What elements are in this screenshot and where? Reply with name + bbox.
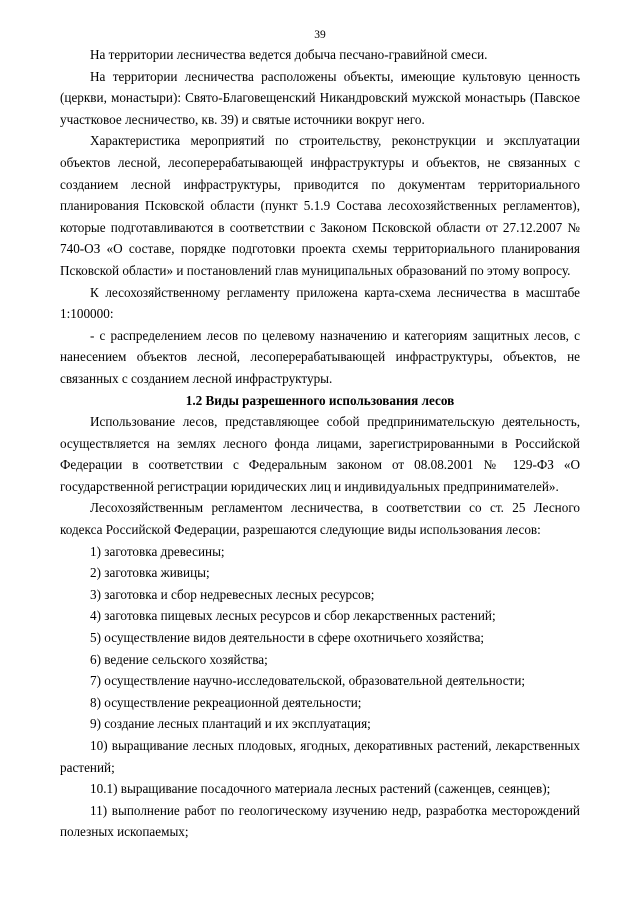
list-item: 4) заготовка пищевых лесных ресурсов и сбор лекарственных растений; (90, 608, 496, 624)
paragraph: Использование лесов, представляющее собой предпринимательскую деятельность, осуществляется на землях лесного фонда лицами, зарегистрированными в Российской Федерации в соответствии с Федеральным законом от 08.08.2001 № 129-ФЗ «О государственной регистрации юридических лиц и индивидуальных предпринимателей». (60, 414, 580, 494)
list-item: 8) осуществление рекреационной деятельности; (90, 694, 362, 710)
list-item: 10) выращивание лесных плодовых, ягодных, декоративных растений, лекарственных растений; (60, 738, 580, 775)
page-content (60, 44, 580, 843)
page-number: 39 (314, 29, 326, 41)
list-item: 11) выполнение работ по геологическому изучению недр, разработка месторождений полезных ископаемых; (60, 802, 580, 840)
allowed-uses-list (60, 541, 580, 843)
list-item: 1) заготовка древесины; (90, 543, 225, 559)
section-heading: 1.2 Виды разрешенного использования лесов (185, 392, 455, 408)
paragraph: Лесохозяйственным регламентом лесничества, в соответствии со ст. 25 Лесного кодекса Российской Федерации, разрешаются следующие виды использования лесов: (60, 500, 580, 538)
list-item: 7) осуществление научно-исследовательской, образовательной деятельности; (90, 673, 526, 689)
list-item: 9) создание лесных плантаций и их эксплуатация; (90, 716, 371, 732)
paragraph: Характеристика мероприятий по строительству, реконструкции и эксплуатации объектов лесной, лесоперерабатывающей инфраструктуры и объектов, не связанных с созданием лесной инфраструктуры, приводится по документам территориального планирования Псковской области (пункт 5.1.9 Состава лесохозяйственных регламентов), которые подготавливаются в соответствии с Законом Псковской области от 27.12.2007 № 740-ОЗ «О составе, порядке подготовки проекта схемы территориального планирования Псковской области» и постановлений глав муниципальных образований по этому вопросу. (60, 133, 580, 278)
paragraph: На территории лесничества ведется добыча песчано-гравийной смеси. (90, 47, 488, 62)
list-item: 10.1) выращивание посадочного материала лесных растений (саженцев, сеянцев); (90, 781, 551, 797)
paragraph: К лесохозяйственному регламенту приложена карта-схема лесничества в масштабе 1:100000: (60, 284, 580, 322)
paragraph: - с распределением лесов по целевому назначению и категориям защитных лесов, с нанесением объектов лесной, лесоперерабатывающей инфраструктуры, объектов, не связанных с созданием лесной инфраструктуры. (60, 327, 580, 386)
list-item: 2) заготовка живицы; (90, 565, 210, 581)
list-item: 5) осуществление видов деятельности в сфере охотничьего хозяйства; (90, 630, 485, 646)
list-item: 6) ведение сельского хозяйства; (90, 651, 268, 667)
paragraph: На территории лесничества расположены объекты, имеющие культовую ценность (церкви, монастыри): Свято-Благовещенский Никандровский мужской монастырь (Павское участковое лесничество, кв. 39) и святые источники вокруг него. (60, 68, 580, 127)
list-item: 3) заготовка и сбор недревесных лесных ресурсов; (90, 586, 375, 602)
